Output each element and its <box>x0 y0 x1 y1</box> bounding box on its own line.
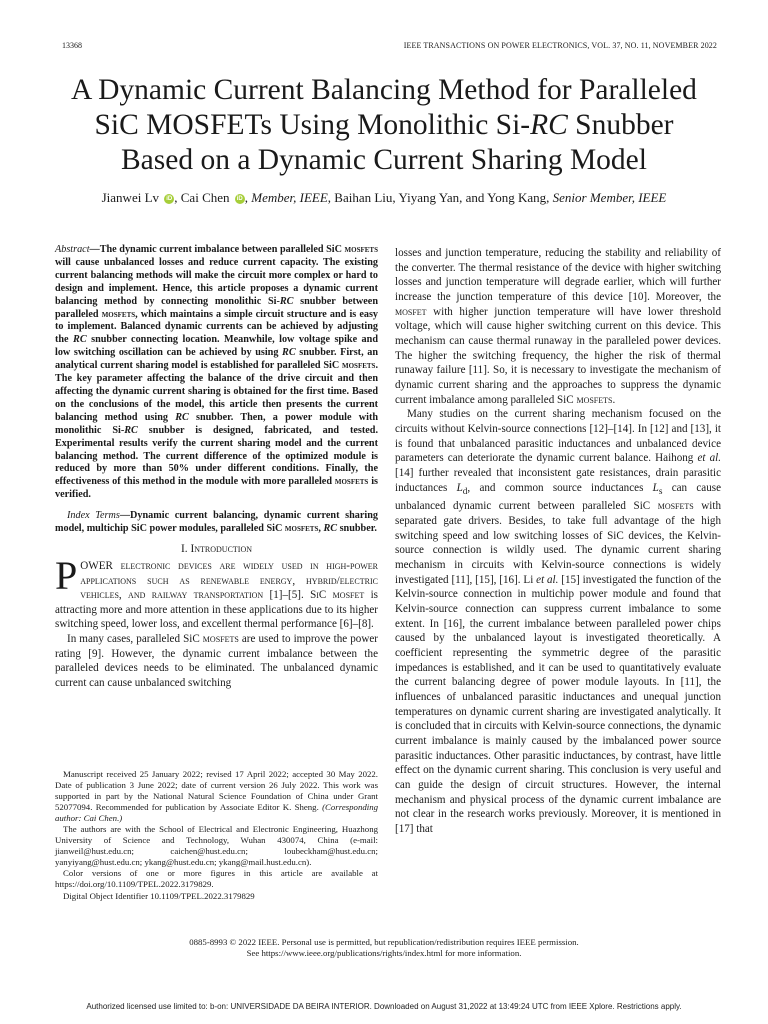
intro-paragraph: POWER electronic devices are widely used in high-power applications such as renewable energy, hybrid/electric vehicles, and railway transportation [1]–[5]. SiC mosfet is attracting more and more attention in these applications due to its higher switching speed, lower loss, and excellent thermal performance [6]–[8]. <box>55 553 378 631</box>
intro-paragraph: In many cases, paralleled SiC mosfets are used to improve the power rating [9]. However, the dynamic current imbalance between the paralleled devices needs to be eliminated. The unbalanced dynamic current can cause unbalanced switching <box>55 633 378 689</box>
paper-title: A Dynamic Current Balancing Method for Paralleled SiC MOSFETs Using Monolithic Si-RC Snubber Based on a Dynamic Current Sharing Model <box>71 74 697 176</box>
index-terms: Index Terms—Dynamic current balancing, dynamic current sharing model, multichip SiC power modules, paralleled SiC mosfets, RC snubber. <box>55 510 378 535</box>
body-paragraph: losses and junction temperature, reducing the stability and reliability of the converter. The thermal resistance of the device with higher switching losses and junction temperature will degrade earlier, which will further increase the junction temperature of this device [10]. Moreover, the mosfet with higher junction temperature will have lower threshold voltage, which will cause higher switching current on this device. This mechanism can cause thermal runaway in the paralleled power devices. The higher the switching frequency, the higher the risk of thermal runaway failure [11]. So, it is necessary to investigate the mechanism of dynamic current sharing and the approaches to suppress the dynamic current imbalance among paralleled SiC mosfets. <box>395 247 721 406</box>
footnote: Color versions of one or more figures in this article are available at https://doi.org/10.1109/TPEL.2022.3179829. <box>55 868 378 890</box>
license-notice: Authorized licensed use limited to: b-on: UNIVERSIDADE DA BEIRA INTERIOR. Downloaded on August 31,2022 at 13:49:24 UTC from IEEE Xplore. Restrictions apply. <box>86 1002 682 1011</box>
author-name: Cai Chen <box>180 190 230 205</box>
orcid-icon[interactable]: iD <box>236 196 243 202</box>
author-list: Jianwei Lv iD , Cai Chen iD , Member, IEEE, Baihan Liu, Yiyang Yan, and Yong Kang, Senior Member, IEEE <box>101 190 667 205</box>
rights-link-line: See https://www.ieee.org/publications/rights/index.html for more information. <box>246 948 522 958</box>
copyright-footer <box>0 937 768 959</box>
orcid-icon[interactable]: iD <box>166 196 173 202</box>
author-affiliation: Member, IEEE <box>251 190 328 205</box>
footnote: Manuscript received 25 January 2022; revised 17 April 2022; accepted 30 May 2022. Date of publication 3 June 2022; date of current version 26 July 2022. This work was supported in part by the National Natural Science Foundation of China under Grant 52077094. Recommended for publication by Associate Editor K. Sheng. (Corresponding author: Cai Chen.) <box>55 769 378 824</box>
footnotes <box>55 769 378 902</box>
footnote: Digital Object Identifier 10.1109/TPEL.2022.3179829 <box>63 890 255 901</box>
author-names: Baihan Liu, Yiyang Yan, and Yong Kang <box>334 190 547 205</box>
page-number: 13368 <box>62 41 82 50</box>
footnote: The authors are with the School of Electrical and Electronic Engineering, Huazhong University of Science and Technology, Wuhan 430074, China (e-mail: jianweil@hust.edu.cn; caichen@hust.edu.cn; loubeckham@hust.edu.cn; yanyiyang@hust.edu.cn; ykang@hust.edu.cn; ykang@mail.hust.edu.cn). <box>55 824 378 868</box>
left-column <box>55 244 378 690</box>
drop-cap: P <box>55 553 78 599</box>
copyright-line: 0885-8993 © 2022 IEEE. Personal use is permitted, but republication/redistribution requires IEEE permission. <box>189 937 579 947</box>
journal-header: IEEE TRANSACTIONS ON POWER ELECTRONICS, VOL. 37, NO. 11, NOVEMBER 2022 <box>403 41 717 50</box>
author-affiliation: Senior Member, IEEE <box>552 190 667 205</box>
body-paragraph: Many studies on the current sharing mechanism focused on the circuits without Kelvin-source connections [12]–[14]. In [12] and [13], it is found that unbalanced parasitic inductances and unbalanced device parameters can deteriorate the dynamic current balance. Haihong et al. [14] further revealed that inconsistent gate resistances, drain parasitic inductances $L_d$, and common source inductances $L_s$ can cause unbalanced dynamic current between paralleled SiC mosfets with separated gate drivers. Besides, to take full advantage of the high switching speed and low switching losses of SiC devices, the Kelvin-source connection is wildly used. The dynamic current sharing mechanism in circuits with Kelvin-source connections is widely investigated [11], [15], [16]. Li et al. [15] investigated the function of the Kelvin-source connection in multichip power module and found that Kelvin-source connection can suppress current imbalance to some extent. In [16], the current imbalance between paralleled power chips caused by the unbalanced layout is investigated theoretically. A coefficient representing the symmetric degree of the parasitic impedances is established, and it can be used to quantitatively evaluate the current balancing degree of power module layouts. In [11], the influences of unbalanced parasitic inductances and unequal junction temperatures on dynamic current sharing are investigated analytically. It is concluded that in circuits with Kelvin-source connections, the dynamic current imbalance is mainly caused by the imbalanced power source parasitic inductances. Other parasitic inductances, by contrast, have little effect on the dynamic current sharing. This conclusion is very useful and can guide the design of circuit structures. However, the internal mechanism and physical process of the dynamic current imbalance are not clear in the research works previously. Moreover, it is mentioned in [17] that <box>395 408 722 835</box>
section-heading: I. Introduction <box>180 542 253 555</box>
author-name: Jianwei Lv <box>101 190 160 205</box>
abstract: Abstract—The dynamic current imbalance between paralleled SiC mosfets will cause unbalanced losses and reduce current capacity. The existing current balancing methods will make the circuit more complex or hard to design and implement. Hence, this article proposes a dynamic current balancing method by connecting monolithic Si-RC snubber between paralleled mosfets, which maintains a simple circuit structure and is easy to implement. Balanced dynamic currents can be achieved by adjusting the RC snubber connecting location. Meanwhile, low voltage spike and low switching oscillation can be achieved by using RC snubber. First, an analytical current sharing model is established for paralleled SiC mosfets. The key parameter affecting the balance of the drive circuit and then affecting the dynamic current sharing is obtained for the first time. Based on the conclusions of the model, this article then presents the current balancing method using RC snubber. Then, a power module with monolithic Si-RC snubber is designed, fabricated, and tested. Experimental results verify the current sharing model and the current balancing method. The current difference of the optimized module is reduced by more than 50% under different conditions. Finally, the effectiveness of this method in the module with more paralleled mosfets is verified. <box>55 244 379 501</box>
right-column <box>395 246 721 836</box>
